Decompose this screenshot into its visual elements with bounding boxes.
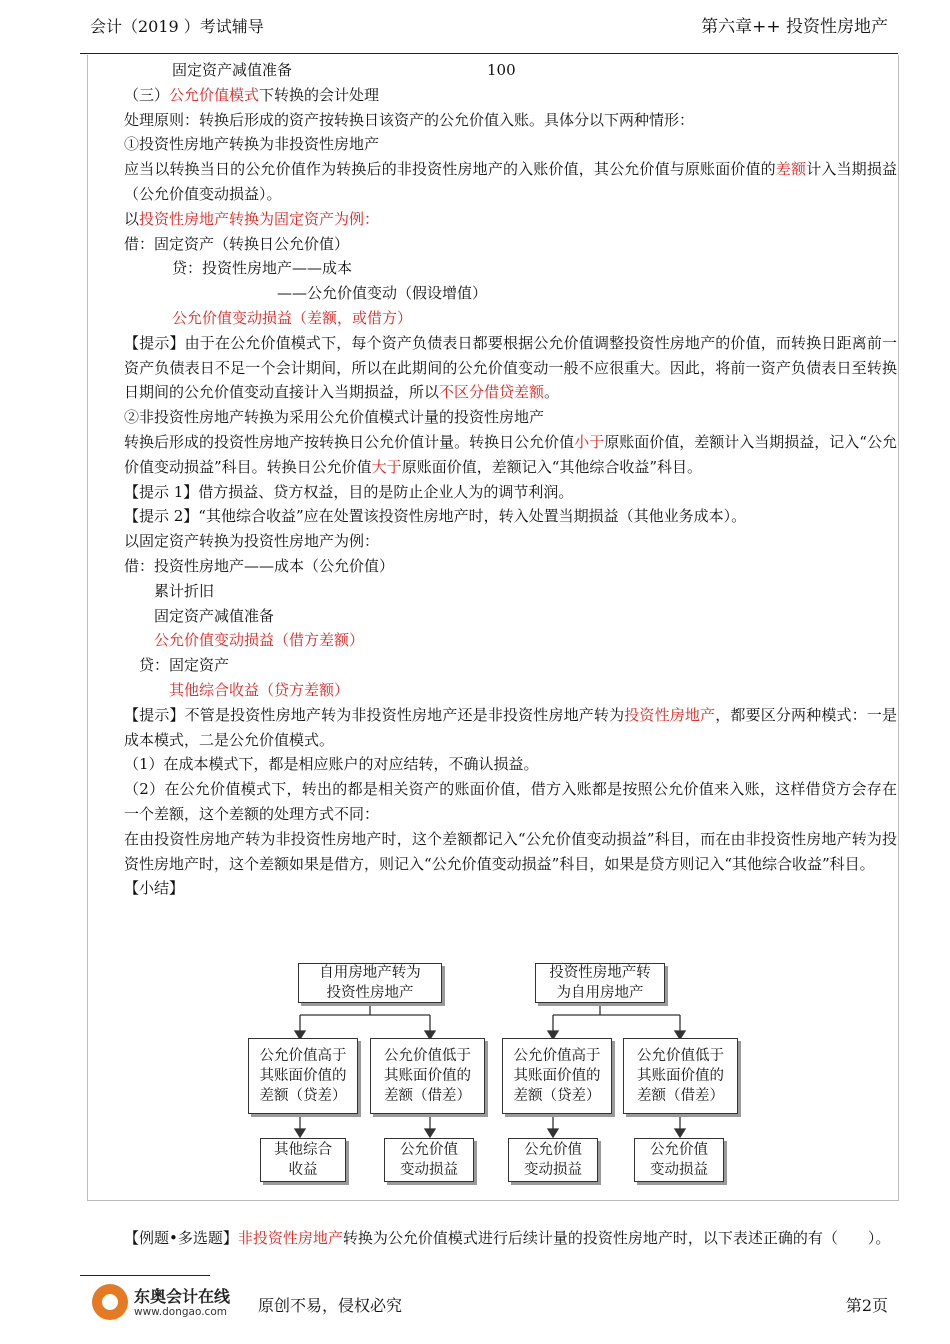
summary-box-mid-2: 公允价值低于 其账面价值的 差额（借差） <box>370 1038 485 1114</box>
highlighted-text: 公允价值变动损益（借方差额） <box>154 631 365 650</box>
body-text: 借：固定资产（转换日公允价值） <box>124 234 350 253</box>
body-line <box>92 232 897 257</box>
body-line <box>92 703 897 753</box>
body-line <box>92 281 897 306</box>
body-text: 固定资产减值准备 100 <box>172 61 516 79</box>
body-line <box>92 480 897 505</box>
page-number: 第2页 <box>845 1296 888 1315</box>
body-line <box>92 256 897 281</box>
body-text: 在由投资性房地产转为非投资性房地产时，这个差额都记入“公允价值变动损益”科目，而在由非投资性房地产转为投资性房地产时，这个差额如果是借方，则记入“公允价值变动损益”科目，如果是贷方则记入“其他综合收益”科目。 <box>124 829 897 873</box>
body-text: 转换后形成的投资性房地产按转换日公允价值计量。转换日公允价值 <box>124 432 575 451</box>
footer-motto: 原创不易，侵权必究 <box>258 1296 403 1315</box>
body-line <box>92 430 897 480</box>
highlighted-text: 公允价值模式 <box>169 85 260 104</box>
body-text: 【小结】 <box>124 879 185 898</box>
summary-box-mid-3: 公允价值高于 其账面价值的 差额（贷差） <box>502 1038 612 1114</box>
summary-box-self-use-to-investment: 自用房地产转为 投资性房地产 <box>298 963 442 1003</box>
summary-box-mid-1: 公允价值高于 其账面价值的 差额（贷差） <box>248 1038 358 1114</box>
page-header <box>0 0 950 55</box>
highlighted-text: 其他综合收益（贷方差额） <box>169 680 350 699</box>
body-text: ，都要区分两种模式：一是成本模式，二是公允价值模式。 <box>124 705 897 749</box>
highlighted-text: 公允价值变动损益（差额，或借方） <box>172 308 413 327</box>
body-text: ——公允价值变动（假设增值） <box>172 284 488 303</box>
body-line <box>92 306 897 331</box>
header-chapter-title: 第六章++ 投资性房地产 <box>701 17 888 37</box>
body-line <box>92 876 897 901</box>
body-text: 原账面价值，差额计入当期损益，记入“公允价值变动损益”科目。转换日公允价值 <box>124 432 897 476</box>
body-text: 固定资产减值准备 <box>124 606 275 625</box>
body-line <box>92 58 897 83</box>
logo-name: 东奥会计在线 <box>134 1287 231 1306</box>
highlighted-text: 小于 <box>574 432 605 451</box>
body-text: 贷：固定资产 <box>124 656 230 675</box>
body-line <box>92 207 897 232</box>
summary-box-mid-4: 公允价值低于 其账面价值的 差额（借差） <box>623 1038 738 1114</box>
body-line <box>92 752 897 777</box>
example-question <box>92 1226 897 1251</box>
highlighted-text: 大于 <box>371 457 402 476</box>
summary-box-bottom-1: 其他综合 收益 <box>260 1138 346 1182</box>
body-line <box>92 604 897 629</box>
body-text: （三） <box>124 85 170 104</box>
body-line <box>92 554 897 579</box>
highlighted-text: 投资性房地产 <box>624 705 716 724</box>
summary-box-bottom-4: 公允价值 变动损益 <box>634 1138 724 1182</box>
body-line <box>92 579 897 604</box>
logo-mark-icon <box>92 1284 128 1320</box>
body-line <box>92 678 897 703</box>
body-text: 累计折旧 <box>124 581 215 600</box>
body-text: ①投资性房地产转换为非投资性房地产 <box>124 135 380 154</box>
summary-diagram <box>240 955 740 1190</box>
body-line <box>92 504 897 529</box>
body-line <box>92 132 897 157</box>
body-text <box>124 681 169 699</box>
body-line <box>92 827 897 877</box>
highlighted-text: 不区分借贷差额 <box>439 383 545 402</box>
body-text: ②非投资性房地产转换为采用公允价值模式计量的投资性房地产 <box>124 408 545 427</box>
body-text: 原账面价值，差额记入“其他综合收益”科目。 <box>401 457 703 476</box>
body-text: 【提示 1】借方损益、贷方权益，目的是防止企业人为的调节利润。 <box>124 482 574 501</box>
body-text: 应当以转换当日的公允价值作为转换后的非投资性房地产的入账价值，其公允价值与原账面价值的 <box>124 160 776 179</box>
body-text: 借：投资性房地产——成本（公允价值） <box>124 556 395 575</box>
body-line <box>92 108 897 133</box>
body-text: 【提示】由于在公允价值模式下，每个资产负债表日都要根据公允价值调整投资性房地产的价值，而转换日距离前一资产负债表日不足一个会计期间，所以在此期间的公允价值变动一般不应很重大。因此，将前一资产负债表日至转换日期间的公允价值变动直接计入当期损益，所以 <box>124 333 897 402</box>
body-text: 【提示】不管是投资性房地产转为非投资性房地产还是非投资性房地产转为 <box>124 705 625 724</box>
header-course-title: 会计（2019 ）考试辅导 <box>90 17 264 36</box>
example-text: 转换为公允价值模式进行后续计量的投资性房地产时，以下表述正确的有（ ）。 <box>342 1229 891 1247</box>
body-line <box>92 405 897 430</box>
body-line <box>92 157 897 207</box>
body-text: 处理原则：转换后形成的资产按转换日该资产的公允价值入账。具体分以下两种情形： <box>124 110 695 129</box>
body-text: （2）在公允价值模式下，转出的都是相关资产的账面价值，借方入账都是按照公允价值来入账，这样借贷方会存在一个差额，这个差额的处理方式不同： <box>124 780 897 823</box>
body-line <box>92 628 897 653</box>
body-text: 下转换的会计处理 <box>259 85 380 104</box>
highlighted-text: 投资性房地产转换为固定资产为例： <box>139 209 380 228</box>
body-text: 【提示 2】“其他综合收益”应在处置该投资性房地产时，转入处置当期损益（其他业务成本）。 <box>124 507 747 526</box>
summary-box-bottom-2: 公允价值 变动损益 <box>384 1138 474 1182</box>
body-line <box>92 331 897 405</box>
body-text: （1）在成本模式下，都是相应账户的对应结转，不确认损益。 <box>124 755 539 774</box>
body-text: 以 <box>124 209 140 228</box>
body-text: 贷：投资性房地产——成本 <box>172 259 353 278</box>
body-line <box>92 529 897 554</box>
body-text: 以固定资产转换为投资性房地产为例： <box>124 532 380 551</box>
body-text <box>124 631 154 649</box>
logo-url: www.dongao.com <box>134 1306 227 1318</box>
body-text: 。 <box>544 383 560 402</box>
summary-box-investment-to-self-use: 投资性房地产转 为自用房地产 <box>535 963 665 1003</box>
body-line <box>92 777 897 827</box>
body-line <box>92 83 897 108</box>
body-text: 计入当期损益（公允价值变动损益）。 <box>124 160 897 203</box>
header-rule <box>80 53 898 54</box>
body-line <box>92 653 897 678</box>
summary-box-bottom-3: 公允价值 变动损益 <box>508 1138 598 1182</box>
example-red-text: 非投资性房地产 <box>237 1229 343 1247</box>
example-label: 【例题•多选题】 <box>124 1229 238 1247</box>
document-body <box>92 58 897 901</box>
footer-rule <box>80 1275 210 1276</box>
dongao-logo <box>90 1282 240 1326</box>
highlighted-text: 差额 <box>775 160 807 179</box>
